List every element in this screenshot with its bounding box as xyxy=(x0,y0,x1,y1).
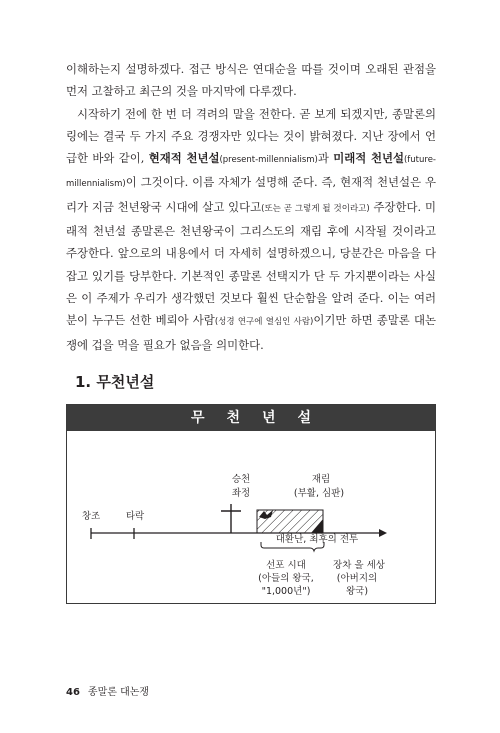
term-present-millennialism: 현재적 천년설 xyxy=(148,151,220,166)
paragraph-2-part-d: 주장한다. 미래적 천년설 종말론은 천년왕국이 그리스도의 재림 후에 시작될 것이라고 주장한다. 앞으로의 내용에서 더 자세히 설명하겠으니, 당분간은 마음을 다잡고 있기를 당부한다. 기본적인 종말론 선택지가 단 두 가지뿐이라는 사실은 이 주제가 우리가 생각했던 것보다 훨씬 단순함을 알려 준다. 이는 여러분이 누구든 선한 베뢰아 사람 xyxy=(66,199,436,328)
term-present-millennialism-english: (present-millennialism) xyxy=(219,155,318,166)
section-title: 1. 무천년설 xyxy=(75,373,155,391)
label-tribulation: 대환난, 최후의 전투 xyxy=(275,534,359,545)
label-kingdom-of-son: (아들의 왕국, xyxy=(258,573,314,584)
label-ascension: 승천 xyxy=(231,474,251,485)
paragraph-2-part-a: 시작하기 전에 한 번 더 격려의 말을 전한다. 곧 보게 되겠지만, 종말론의 링에는 결국 두 가지 주요 경쟁자만 있다는 것이 밝혀졌다. 지난 장에서 언급한 바와 같이, xyxy=(66,106,436,166)
paragraph-2-part-c: 이 그것이다. 이름 자체가 설명해 준다. 즉, 현재적 천년설은 우리가 지금 천년왕국 시대에 살고 있다고 xyxy=(66,175,436,214)
label-resurrection-judgment: (부활, 심판) xyxy=(293,488,345,499)
term-future-millennialism-english: (future-millennialism) xyxy=(66,155,436,190)
label-kingdom-of-father: (아버지의 xyxy=(336,573,378,584)
page-footer xyxy=(66,683,149,698)
label-mission-age: 선포 시대 xyxy=(266,560,306,571)
label-second-coming: 재림 xyxy=(311,474,331,485)
paragraph-2-part-b: 과 xyxy=(317,151,334,166)
timeline-svg xyxy=(67,405,435,603)
note-or-soon: (또는 곧 그렇게 될 것이라고) xyxy=(261,203,370,214)
diagram-header: 무천년설 xyxy=(67,405,435,431)
label-kingdom-close: 왕국) xyxy=(345,586,369,597)
page-number: 46 xyxy=(66,687,80,698)
paragraph-2 xyxy=(66,103,436,356)
timeline-arrowhead xyxy=(379,529,387,537)
label-thousand-years: "1,000년") xyxy=(261,586,311,597)
paragraph-1: 이해하는지 설명하겠다. 접근 방식은 연대순을 따를 것이며 오래된 관점을 먼저 고찰하고 최근의 것을 마지막에 다루겠다. xyxy=(66,62,436,99)
term-future-millennialism: 미래적 천년설 xyxy=(333,151,404,166)
book-title: 종말론 대논쟁 xyxy=(87,687,150,698)
label-fall: 타락 xyxy=(125,511,145,522)
label-session: 좌정 xyxy=(231,488,251,499)
label-age-to-come: 장차 올 세상 xyxy=(333,560,385,571)
amillennialism-diagram xyxy=(66,404,436,604)
label-creation: 창조 xyxy=(81,511,101,522)
body-text xyxy=(66,58,436,356)
note-berean: (성경 연구에 열심인 사람) xyxy=(214,317,314,328)
paragraph-2-part-e: 이기만 하면 종말론 대논쟁에 겁을 먹을 필요가 없음을 의미한다. xyxy=(66,313,436,352)
church-age-block xyxy=(257,510,323,533)
